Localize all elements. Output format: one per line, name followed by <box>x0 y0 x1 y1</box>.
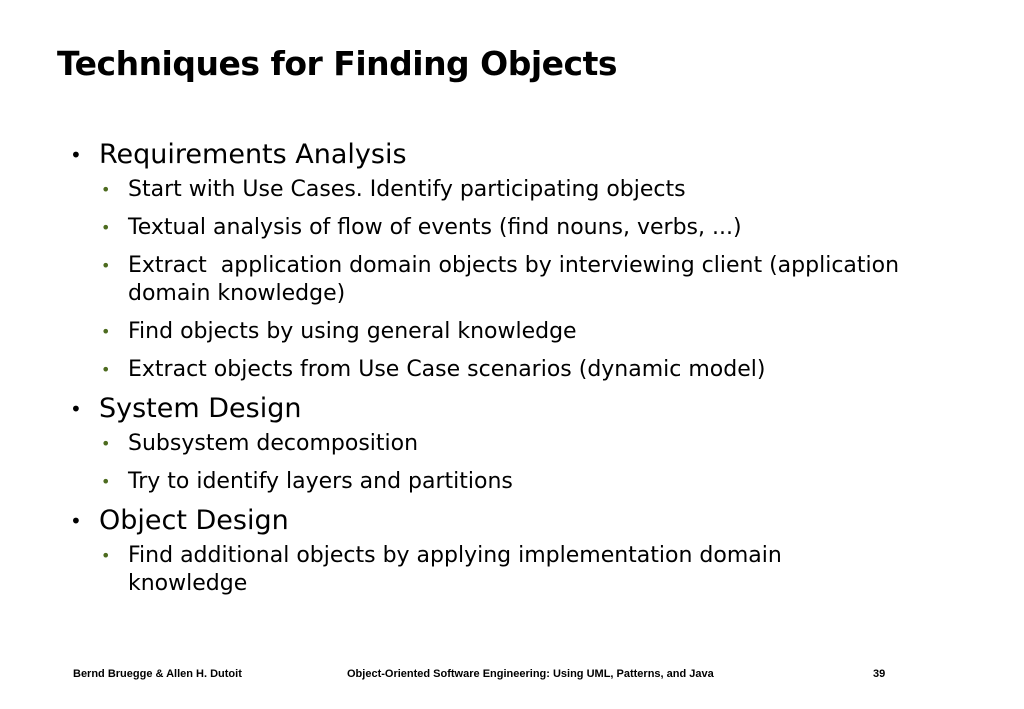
bullet-object-design <box>70 504 970 598</box>
footer-book-title: Object-Oriented Software Engineering: Using UML, Patterns, and Java <box>347 668 714 680</box>
sub-bullet-dot-icon: • <box>101 180 111 199</box>
bullet-requirements-analysis <box>70 138 970 384</box>
sub-bullet-dot-icon: • <box>101 360 111 379</box>
sub-bullet-item <box>101 252 908 308</box>
sub-bullet-item <box>101 176 908 204</box>
footer-page-number: 39 <box>873 668 886 680</box>
sub-bullet-dot-icon: • <box>101 322 111 341</box>
sub-bullet-text: Start with Use Cases. Identify participating objects <box>128 177 686 202</box>
bullet-system-design <box>70 392 970 496</box>
bullet-dot-icon: • <box>70 509 82 533</box>
bullet-text: System Design <box>99 393 302 424</box>
bullet-dot-icon: • <box>70 143 82 167</box>
sub-bullet-dot-icon: • <box>101 218 111 237</box>
sub-bullet-item <box>101 356 908 384</box>
footer-authors: Bernd Bruegge & Allen H. Dutoit <box>73 668 242 680</box>
sub-bullet-list <box>99 430 970 496</box>
sub-bullet-list <box>99 176 970 384</box>
sub-bullet-text: Find additional objects by applying implementation domain knowledge <box>128 543 782 596</box>
sub-bullet-item <box>101 214 908 242</box>
slide-title: Techniques for Finding Objects <box>57 44 618 83</box>
sub-bullet-list <box>99 542 970 598</box>
bullet-dot-icon: • <box>70 397 82 421</box>
sub-bullet-item <box>101 468 908 496</box>
sub-bullet-dot-icon: • <box>101 434 111 453</box>
sub-bullet-text: Extract objects from Use Case scenarios (dynamic model) <box>128 357 766 382</box>
sub-bullet-item <box>101 318 908 346</box>
sub-bullet-dot-icon: • <box>101 256 111 275</box>
bullet-list <box>70 138 970 598</box>
sub-bullet-text: Find objects by using general knowledge <box>128 319 577 344</box>
sub-bullet-text: Subsystem decomposition <box>128 431 419 456</box>
sub-bullet-text: Textual analysis of flow of events (find nouns, verbs, ...) <box>128 215 742 240</box>
sub-bullet-item <box>101 542 908 598</box>
sub-bullet-text: Try to identify layers and partitions <box>128 469 513 494</box>
sub-bullet-item <box>101 430 908 458</box>
sub-bullet-text: Extract application domain objects by interviewing client (application domain knowledge) <box>128 253 907 306</box>
sub-bullet-dot-icon: • <box>101 472 111 491</box>
sub-bullet-dot-icon: • <box>101 546 111 565</box>
bullet-text: Requirements Analysis <box>99 139 407 170</box>
bullet-text: Object Design <box>99 505 289 536</box>
